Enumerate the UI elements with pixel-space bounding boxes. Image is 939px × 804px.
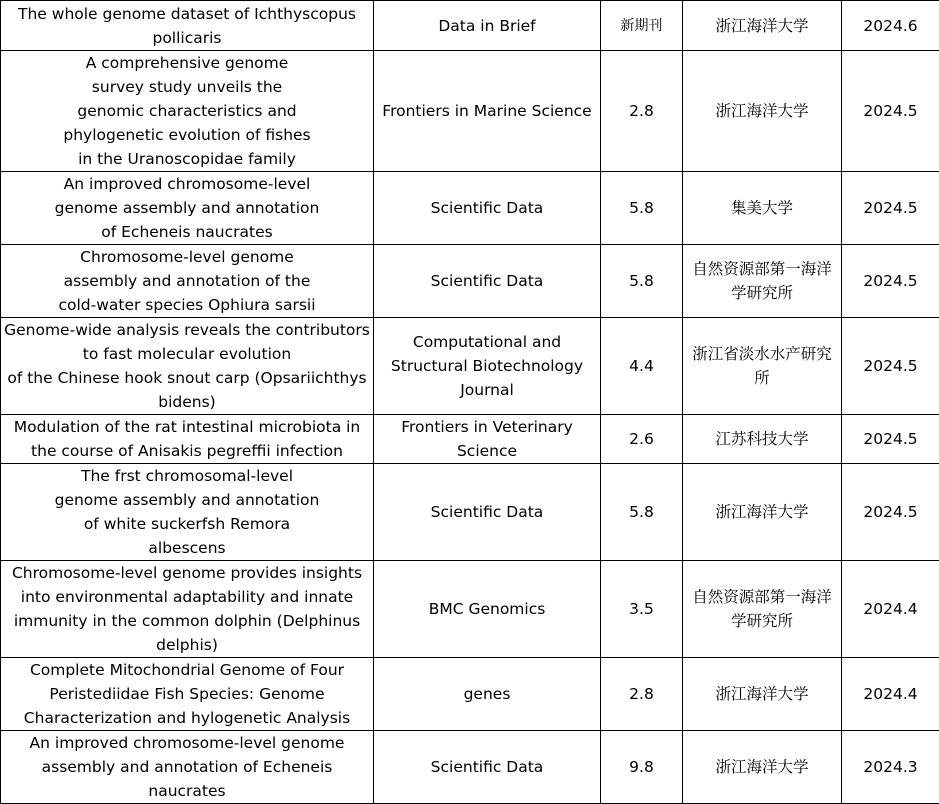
institution-cell: 集美大学 bbox=[683, 172, 842, 245]
institution-cell: 浙江海洋大学 bbox=[683, 51, 842, 172]
journal-cell: Computational and Structural Biotechnology Journal bbox=[374, 318, 601, 415]
date-cell: 2024.4 bbox=[842, 658, 939, 731]
table-row bbox=[1, 561, 939, 658]
date-cell: 2024.3 bbox=[842, 731, 939, 804]
impact-factor-cell: 5.8 bbox=[601, 464, 683, 561]
journal-cell: BMC Genomics bbox=[374, 561, 601, 658]
institution-cell: 自然资源部第一海洋 学研究所 bbox=[683, 561, 842, 658]
date-cell: 2024.5 bbox=[842, 51, 939, 172]
impact-factor-cell: 2.6 bbox=[601, 415, 683, 464]
impact-factor-cell: 新期刊 bbox=[601, 1, 683, 51]
table-row bbox=[1, 1, 939, 51]
table-row bbox=[1, 731, 939, 804]
impact-factor-cell: 9.8 bbox=[601, 731, 683, 804]
institution-cell: 浙江省淡水水产研究 所 bbox=[683, 318, 842, 415]
institution-cell: 浙江海洋大学 bbox=[683, 1, 842, 51]
date-cell: 2024.5 bbox=[842, 415, 939, 464]
journal-cell: Frontiers in Veterinary Science bbox=[374, 415, 601, 464]
paper-title-cell: Chromosome-level genome assembly and annotation of the cold-water species Ophiura sarsii bbox=[1, 245, 374, 318]
institution-cell: 自然资源部第一海洋 学研究所 bbox=[683, 245, 842, 318]
institution-cell: 浙江海洋大学 bbox=[683, 731, 842, 804]
table-row bbox=[1, 318, 939, 415]
institution-cell: 浙江海洋大学 bbox=[683, 464, 842, 561]
institution-cell: 浙江海洋大学 bbox=[683, 658, 842, 731]
paper-title-cell: A comprehensive genome survey study unveils the genomic characteristics and phylogenetic evolution of fishes in the Uranoscopidae family bbox=[1, 51, 374, 172]
impact-factor-cell: 3.5 bbox=[601, 561, 683, 658]
journal-cell: genes bbox=[374, 658, 601, 731]
impact-factor-cell: 2.8 bbox=[601, 51, 683, 172]
impact-factor-cell: 5.8 bbox=[601, 172, 683, 245]
table-row bbox=[1, 245, 939, 318]
date-cell: 2024.5 bbox=[842, 245, 939, 318]
paper-title-cell: Modulation of the rat intestinal microbiota in the course of Anisakis pegreffii infection bbox=[1, 415, 374, 464]
date-cell: 2024.5 bbox=[842, 318, 939, 415]
paper-title-cell: The whole genome dataset of Ichthyscopus pollicaris bbox=[1, 1, 374, 51]
date-cell: 2024.6 bbox=[842, 1, 939, 51]
impact-factor-cell: 4.4 bbox=[601, 318, 683, 415]
table-row bbox=[1, 415, 939, 464]
journal-cell: Scientific Data bbox=[374, 245, 601, 318]
date-cell: 2024.5 bbox=[842, 172, 939, 245]
table-row bbox=[1, 464, 939, 561]
table-row bbox=[1, 51, 939, 172]
date-cell: 2024.4 bbox=[842, 561, 939, 658]
journal-cell: Scientific Data bbox=[374, 464, 601, 561]
paper-title-cell: Genome-wide analysis reveals the contributors to fast molecular evolution of the Chinese hook snout carp (Opsariichthys bidens) bbox=[1, 318, 374, 415]
paper-title-cell: Complete Mitochondrial Genome of Four Peristediidae Fish Species: Genome Characterization and hylogenetic Analysis bbox=[1, 658, 374, 731]
impact-factor-cell: 5.8 bbox=[601, 245, 683, 318]
paper-title-cell: Chromosome-level genome provides insights into environmental adaptability and innate immunity in the common dolphin (Delphinus delphis) bbox=[1, 561, 374, 658]
paper-title-cell: An improved chromosome-level genome assembly and annotation of Echeneis naucrates bbox=[1, 172, 374, 245]
paper-title-cell: An improved chromosome-level genome assembly and annotation of Echeneis naucrates bbox=[1, 731, 374, 804]
journal-cell: Frontiers in Marine Science bbox=[374, 51, 601, 172]
date-cell: 2024.5 bbox=[842, 464, 939, 561]
table-row bbox=[1, 658, 939, 731]
impact-factor-cell: 2.8 bbox=[601, 658, 683, 731]
journal-cell: Data in Brief bbox=[374, 1, 601, 51]
journal-cell: Scientific Data bbox=[374, 172, 601, 245]
journal-cell: Scientific Data bbox=[374, 731, 601, 804]
table-row bbox=[1, 172, 939, 245]
institution-cell: 江苏科技大学 bbox=[683, 415, 842, 464]
paper-title-cell: The frst chromosomal-level genome assembly and annotation of white suckerfsh Remora albescens bbox=[1, 464, 374, 561]
